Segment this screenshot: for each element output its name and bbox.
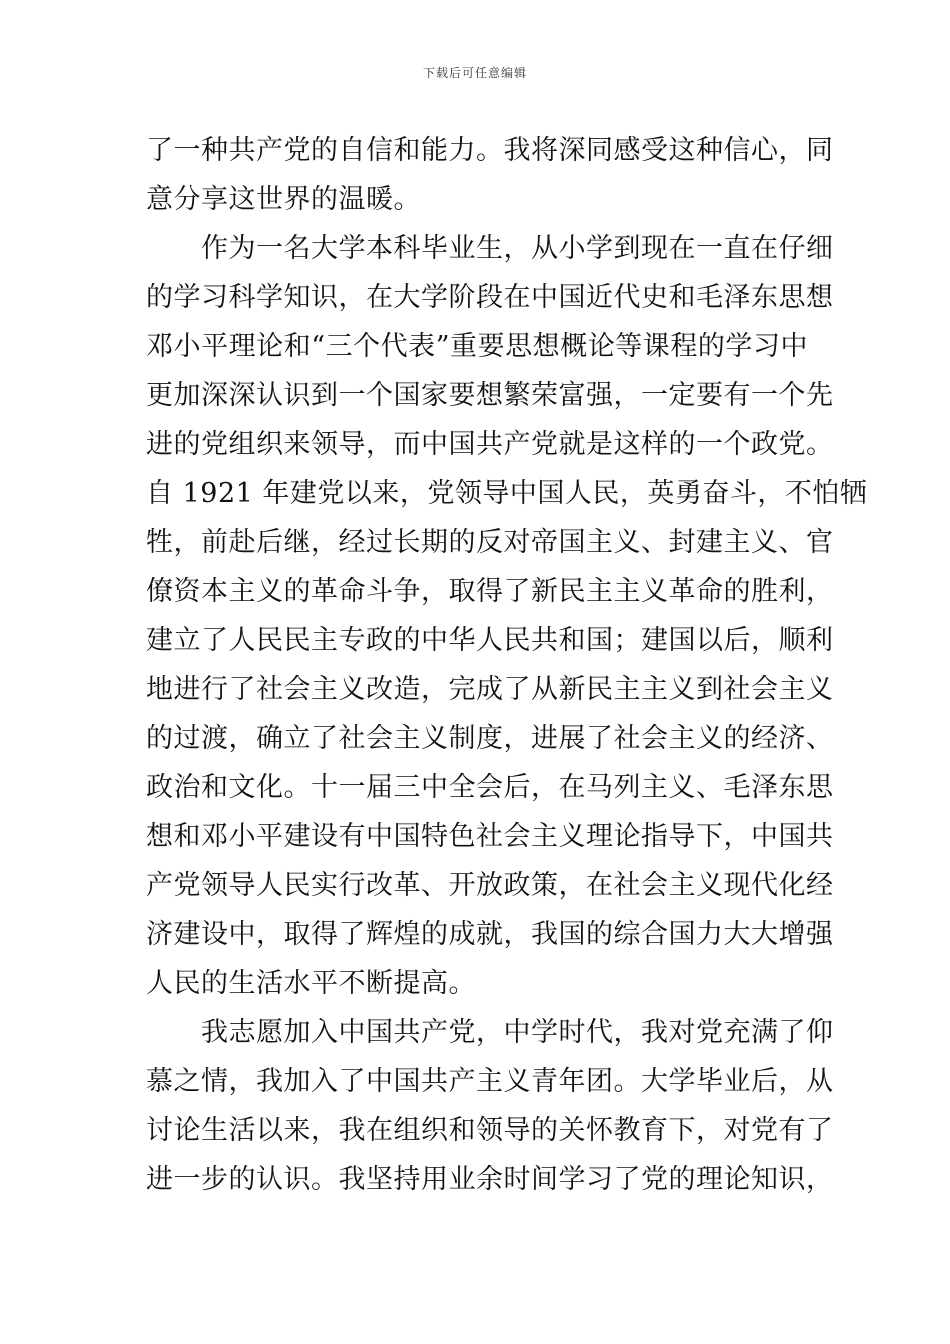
text-line: 讨论生活以来，我在组织和领导的关怀教育下，对党有了 bbox=[146, 1115, 834, 1146]
text-line: 意分享这世界的温暖。 bbox=[146, 184, 421, 215]
text-line: 政治和文化。十一届三中全会后，在马列主义、毛泽东思 bbox=[146, 772, 834, 803]
text-line: 进的党组织来领导，而中国共产党就是这样的一个政党。 bbox=[146, 429, 834, 460]
text-line: 产党领导人民实行改革、开放政策，在社会主义现代化经 bbox=[146, 870, 834, 901]
text-line: 人民的生活水平不断提高。 bbox=[146, 968, 476, 999]
text-line: 牲，前赴后继，经过长期的反对帝国主义、封建主义、官 bbox=[146, 527, 834, 558]
text-line: 进一步的认识。我坚持用业余时间学习了党的理论知识， bbox=[146, 1164, 834, 1195]
page-header: 下载后可任意编辑 bbox=[422, 66, 527, 80]
text-line: 的学习科学知识，在大学阶段在中国近代史和毛泽东思想 bbox=[146, 282, 834, 313]
text-line: 济建设中，取得了辉煌的成就，我国的综合国力大大增强 bbox=[146, 919, 834, 950]
text-line: 的过渡，确立了社会主义制度，进展了社会主义的经济、 bbox=[146, 723, 834, 754]
text-line: 僚资本主义的革命斗争，取得了新民主主义革命的胜利， bbox=[146, 576, 834, 607]
text-line: 更加深深认识到一个国家要想繁荣富强，一定要有一个先 bbox=[146, 380, 834, 411]
text-line: 邓小平理论和“三个代表”重要思想概论等课程的学习中 bbox=[146, 331, 808, 362]
text-line: 作为一名大学本科毕业生，从小学到现在一直在仔细 bbox=[146, 233, 834, 264]
text-line: 建立了人民民主专政的中华人民共和国；建国以后，顺利 bbox=[146, 625, 834, 656]
text-line: 了一种共产党的自信和能力。我将深同感受这种信心，同 bbox=[146, 135, 834, 166]
text-line: 慕之情，我加入了中国共产主义青年团。大学毕业后，从 bbox=[146, 1066, 834, 1097]
text-line: 想和邓小平建设有中国特色社会主义理论指导下，中国共 bbox=[146, 821, 834, 852]
text-line: 自 1921 年建党以来，党领导中国人民，英勇奋斗，不怕牺 bbox=[146, 478, 868, 509]
text-line: 我志愿加入中国共产党，中学时代，我对党充满了仰 bbox=[146, 1017, 834, 1048]
document-body bbox=[146, 126, 868, 1204]
text-line: 地进行了社会主义改造，完成了从新民主主义到社会主义 bbox=[146, 674, 834, 705]
